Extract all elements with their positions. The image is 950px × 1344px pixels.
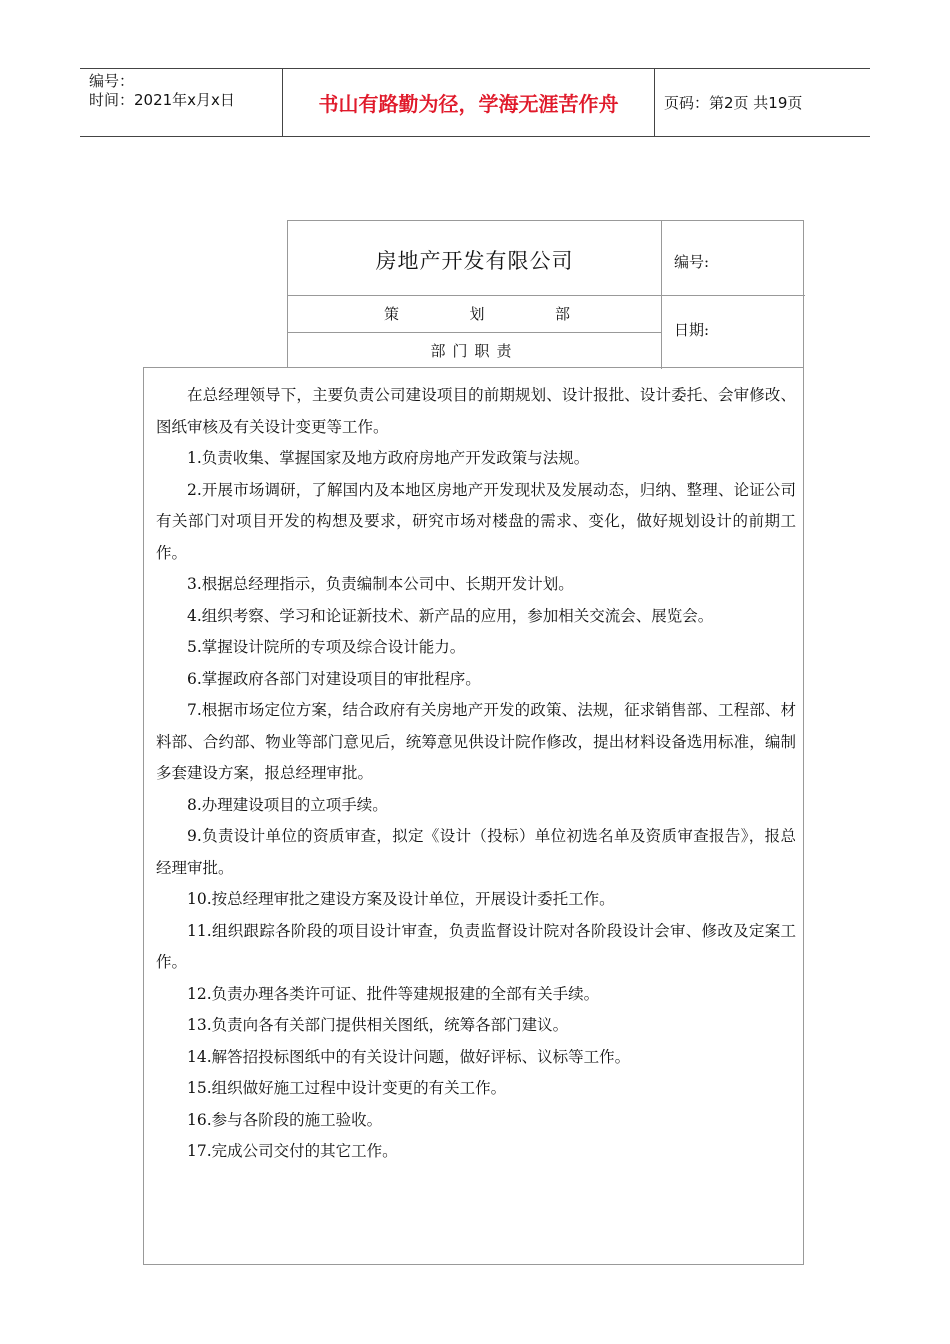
page-header [80, 68, 870, 137]
duty-item: 13.负责向各有关部门提供相关图纸，统筹各部门建议。 [187, 1016, 569, 1034]
table-rule [288, 332, 661, 333]
form-header-table [287, 220, 804, 368]
duty-item: 17.完成公司交付的其它工作。 [187, 1142, 398, 1160]
responsibilities-text [156, 380, 796, 1168]
duty-item: 12.负责办理各类许可证、批件等建规报建的全部有关手续。 [187, 984, 600, 1003]
duty-item: 2.开展市场调研，了解国内及本地区房地产开发现状及发展动态，归纳、整理、论证公司有关部门对项目开发的构想及要求，研究市场对楼盘的需求、变化，做好规划设计的前期工作。 [156, 480, 796, 562]
department-char: 策 [384, 305, 400, 323]
duty-item: 16.参与各阶段的施工验收。 [187, 1110, 383, 1129]
header-time-label: 时间：2021年x月x日 [89, 91, 235, 109]
department-char: 划 [469, 305, 485, 323]
duty-item: 8.办理建设项目的立项手续。 [187, 795, 388, 814]
header-number-label: 编号： [89, 72, 135, 90]
table-rule [288, 295, 805, 296]
department-char: 部 [554, 305, 570, 323]
duty-item: 4.组织考察、学习和论证新技术、新产品的应用，参加相关交流会、展览会。 [187, 606, 714, 625]
header-page-info: 页码：第2页 共19页 [664, 94, 803, 112]
duty-item: 14.解答招投标图纸中的有关设计问题，做好评标、议标等工作。 [187, 1047, 631, 1066]
form-number-label: 编号: [674, 253, 710, 271]
duty-item: 3.根据总经理指示，负责编制本公司中、长期开发计划。 [187, 575, 574, 593]
duty-item: 15.组织做好施工过程中设计变更的有关工作。 [187, 1079, 507, 1097]
duty-item: 7.根据市场定位方案，结合政府有关房地产开发的政策、法规，征求销售部、工程部、材料部、合约部、物业等部门意见后，统筹意见供设计院作修改，提出材料设备选用标准，编制多套建设方案，报总经理审批。 [156, 701, 796, 782]
section-title: 部门职责 [430, 342, 519, 360]
header-motto: 书山有路勤为径，学海无涯苦作舟 [318, 92, 619, 116]
duty-item: 10.按总经理审批之建设方案及设计单位，开展设计委托工作。 [187, 890, 615, 908]
duty-item: 1.负责收集、掌握国家及地方政府房地产开发政策与法规。 [187, 449, 590, 467]
duty-item: 11.组织跟踪各阶段的项目设计审查，负责监督设计院对各阶段设计会审、修改及定案工作。 [156, 921, 796, 971]
intro-paragraph: 在总经理领导下，主要负责公司建设项目的前期规划、设计报批、设计委托、会审修改、图纸审核及有关设计变更等工作。 [156, 386, 796, 436]
department-name [384, 303, 570, 324]
form-date-label: 日期: [674, 321, 710, 339]
duty-item: 9.负责设计单位的资质审查，拟定《设计（投标）单位初选名单及资质审查报告》，报总经理审批。 [156, 827, 796, 877]
duty-item: 5.掌握设计院所的专项及综合设计能力。 [187, 638, 466, 656]
company-name: 房地产开发有限公司 [375, 249, 574, 273]
duty-item: 6.掌握政府各部门对建设项目的审批程序。 [187, 669, 481, 688]
responsibilities-box [143, 367, 804, 1265]
header-divider [654, 69, 655, 136]
